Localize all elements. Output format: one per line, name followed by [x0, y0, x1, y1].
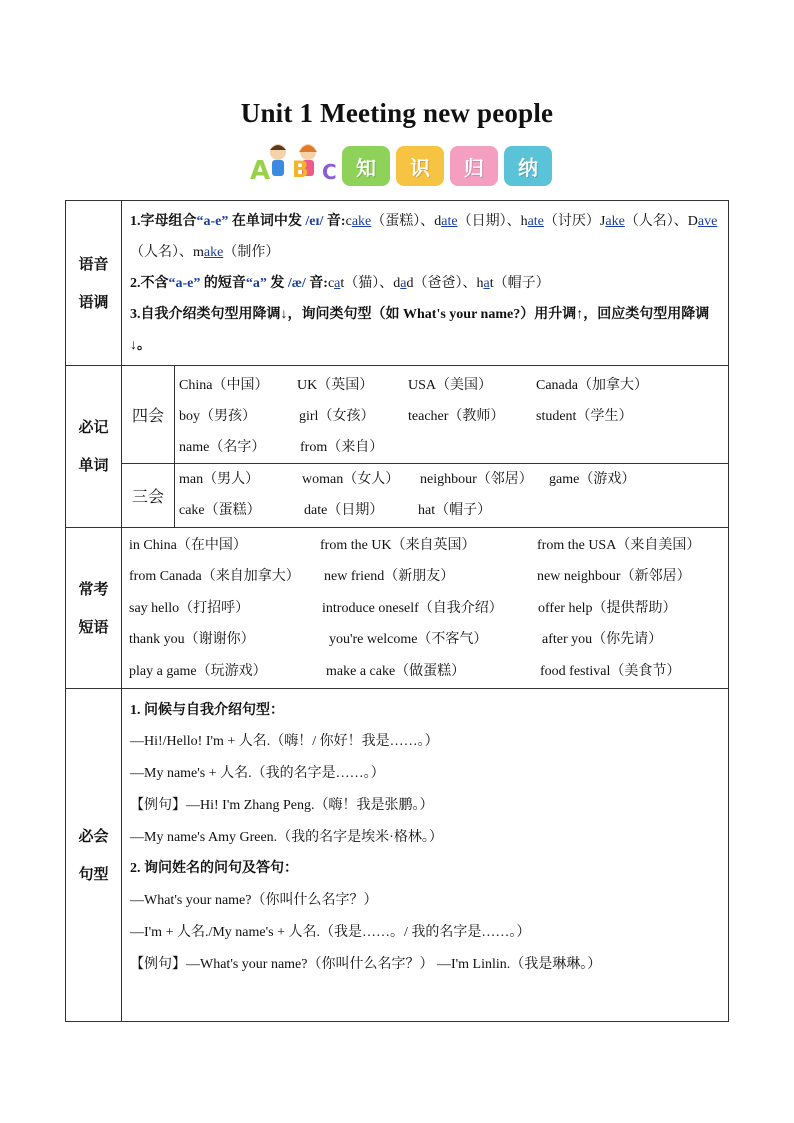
text: 单词: [78, 456, 109, 475]
text: a: [483, 276, 490, 291]
word: man（男人）: [179, 472, 260, 487]
words-label: [66, 366, 122, 528]
text: （人名）、m: [130, 245, 204, 260]
phrase: play a game（玩游戏）: [129, 663, 267, 679]
text: 必记: [78, 418, 109, 437]
text: （讨厌）J: [543, 214, 606, 229]
word: woman（女人）: [302, 472, 400, 487]
phrase: new friend（新朋友）: [324, 569, 455, 585]
phrase: new neighbour（新邻居）: [537, 569, 691, 585]
text: 常考: [78, 579, 109, 598]
phrase: after you（你先请）: [542, 632, 663, 648]
words-content: [122, 366, 729, 528]
text: d: [393, 276, 401, 291]
sentence-heading: 1. 问候与自我介绍句型：: [130, 702, 284, 718]
word: teacher（教师）: [408, 409, 505, 424]
text: ate: [441, 214, 458, 229]
text: t（猫）、: [340, 276, 394, 291]
sentence-heading: 2. 询问姓名的问句及答句：: [130, 861, 298, 877]
text: /eɪ/: [305, 214, 324, 229]
phrase: from the USA（来自美国）: [537, 537, 701, 553]
phrases-label: [66, 527, 122, 688]
banner-tile-na: 纳: [504, 146, 552, 186]
text: d（爸爸）、: [406, 276, 477, 291]
word: hat（帽子）: [418, 503, 492, 518]
text: /æ/: [287, 276, 306, 291]
word: boy（男孩）: [179, 409, 256, 424]
word: UK（英国）: [297, 378, 374, 393]
text: a: [400, 276, 407, 291]
page-title: Unit 1 Meeting new people: [240, 98, 554, 128]
text: h: [476, 276, 484, 291]
word: name（名字）: [179, 440, 266, 455]
text: ake: [605, 214, 625, 229]
knowledge-table: [65, 200, 729, 1022]
word: student（学生）: [536, 409, 633, 424]
phonetics-line-3: 3.自我介绍类句型用降调↓，询问类句型（如 What's your name?）用升调↑，回应类句型用降调↓。: [130, 307, 710, 353]
text: 必会: [78, 826, 109, 845]
banner-tile-shi: 识: [396, 146, 444, 186]
phrase: say hello（打招呼）: [129, 600, 250, 616]
word: neighbour（邻居）: [420, 472, 533, 487]
sentences-content: [122, 688, 729, 1021]
three-words: [175, 464, 729, 527]
four-words: [175, 366, 729, 464]
text: 在单词中发: [231, 214, 302, 229]
word: Canada（加拿大）: [536, 378, 648, 393]
title-banner: [248, 138, 558, 188]
text: （人名）、D: [624, 214, 698, 229]
phonetics-content: [122, 201, 729, 366]
text: ate: [527, 214, 544, 229]
phrase: make a cake（做蛋糕）: [326, 663, 466, 679]
text: t（帽子）: [489, 276, 550, 291]
word: China（中国）: [179, 378, 269, 393]
text: 语音: [78, 255, 109, 273]
sentence-line: —My name's Amy Green.（我的名字是埃米·格林。）: [130, 829, 443, 845]
banner-letter-b: B: [292, 158, 309, 183]
word: date（日期）: [304, 503, 384, 518]
banner-tile-zhi: 知: [342, 146, 390, 186]
word: cake（蛋糕）: [179, 503, 261, 518]
phrase: introduce oneself（自我介绍）: [322, 600, 503, 616]
text: ave: [697, 214, 718, 229]
phrase: from the UK（来自英国）: [320, 537, 476, 553]
word: girl（女孩）: [299, 409, 375, 424]
level-four: 四会: [122, 366, 175, 464]
phonetics-label: [66, 201, 122, 366]
word: game（游戏）: [549, 472, 636, 487]
word: USA（美国）: [408, 378, 493, 393]
phrase: you're welcome（不客气）: [329, 632, 488, 648]
text: d: [434, 214, 442, 229]
text: “a-e”: [196, 214, 229, 229]
sentences-label: [66, 688, 122, 1021]
text: “a”: [245, 276, 267, 291]
text: ake: [351, 214, 372, 229]
level-three: 三会: [122, 464, 175, 527]
phrase: thank you（谢谢你）: [129, 632, 255, 648]
text: 2.不含: [130, 276, 169, 291]
phonetics-line-1: [130, 206, 722, 268]
text: ake: [203, 245, 224, 260]
text: “a-e”: [168, 276, 201, 291]
text: （制作）: [223, 245, 280, 260]
sentence-line: —My name's + 人名.（我的名字是……。）: [130, 766, 385, 782]
text: 音:: [309, 276, 328, 291]
phrase: offer help（提供帮助）: [538, 600, 677, 616]
text: （日期）、: [457, 214, 521, 229]
text: 句型: [78, 864, 109, 883]
sentence-example: 【例句】—What's your name?（你叫什么名字？） —I'm Linlin.（我是琳琳。）: [130, 956, 602, 972]
text: 发: [270, 276, 285, 291]
text: c: [345, 214, 352, 229]
text: 的短音: [203, 276, 246, 291]
text: 语调: [78, 293, 109, 311]
text: h: [520, 214, 528, 229]
text: c: [327, 276, 335, 291]
text: 短语: [78, 617, 109, 636]
text: （蛋糕）、: [371, 214, 435, 229]
sentence-line: —I'm + 人名./My name's + 人名.（我是……。/ 我的名字是……。）: [130, 925, 531, 941]
text: a: [334, 276, 341, 291]
phonetics-line-2: [130, 268, 722, 299]
text: 1.字母组合: [130, 214, 197, 229]
phrases-content: [122, 527, 729, 688]
phrase: from Canada（来自加拿大）: [129, 569, 300, 585]
word: from（来自）: [300, 440, 384, 455]
phrase: in China（在中国）: [129, 537, 247, 553]
banner-letter-a: A: [250, 156, 271, 186]
sentence-line: —What's your name?（你叫什么名字？）: [130, 893, 378, 909]
banner-tile-gui: 归: [450, 146, 498, 186]
phrase: food festival（美食节）: [540, 663, 681, 679]
sentence-line: —Hi!/Hello! I'm + 人名.（嗨！/ 你好！我是……。）: [130, 734, 439, 750]
banner-letter-c: C: [322, 160, 337, 184]
text: 音:: [326, 214, 346, 229]
sentence-example: 【例句】—Hi! I'm Zhang Peng.（嗨！我是张鹏。）: [130, 797, 434, 813]
